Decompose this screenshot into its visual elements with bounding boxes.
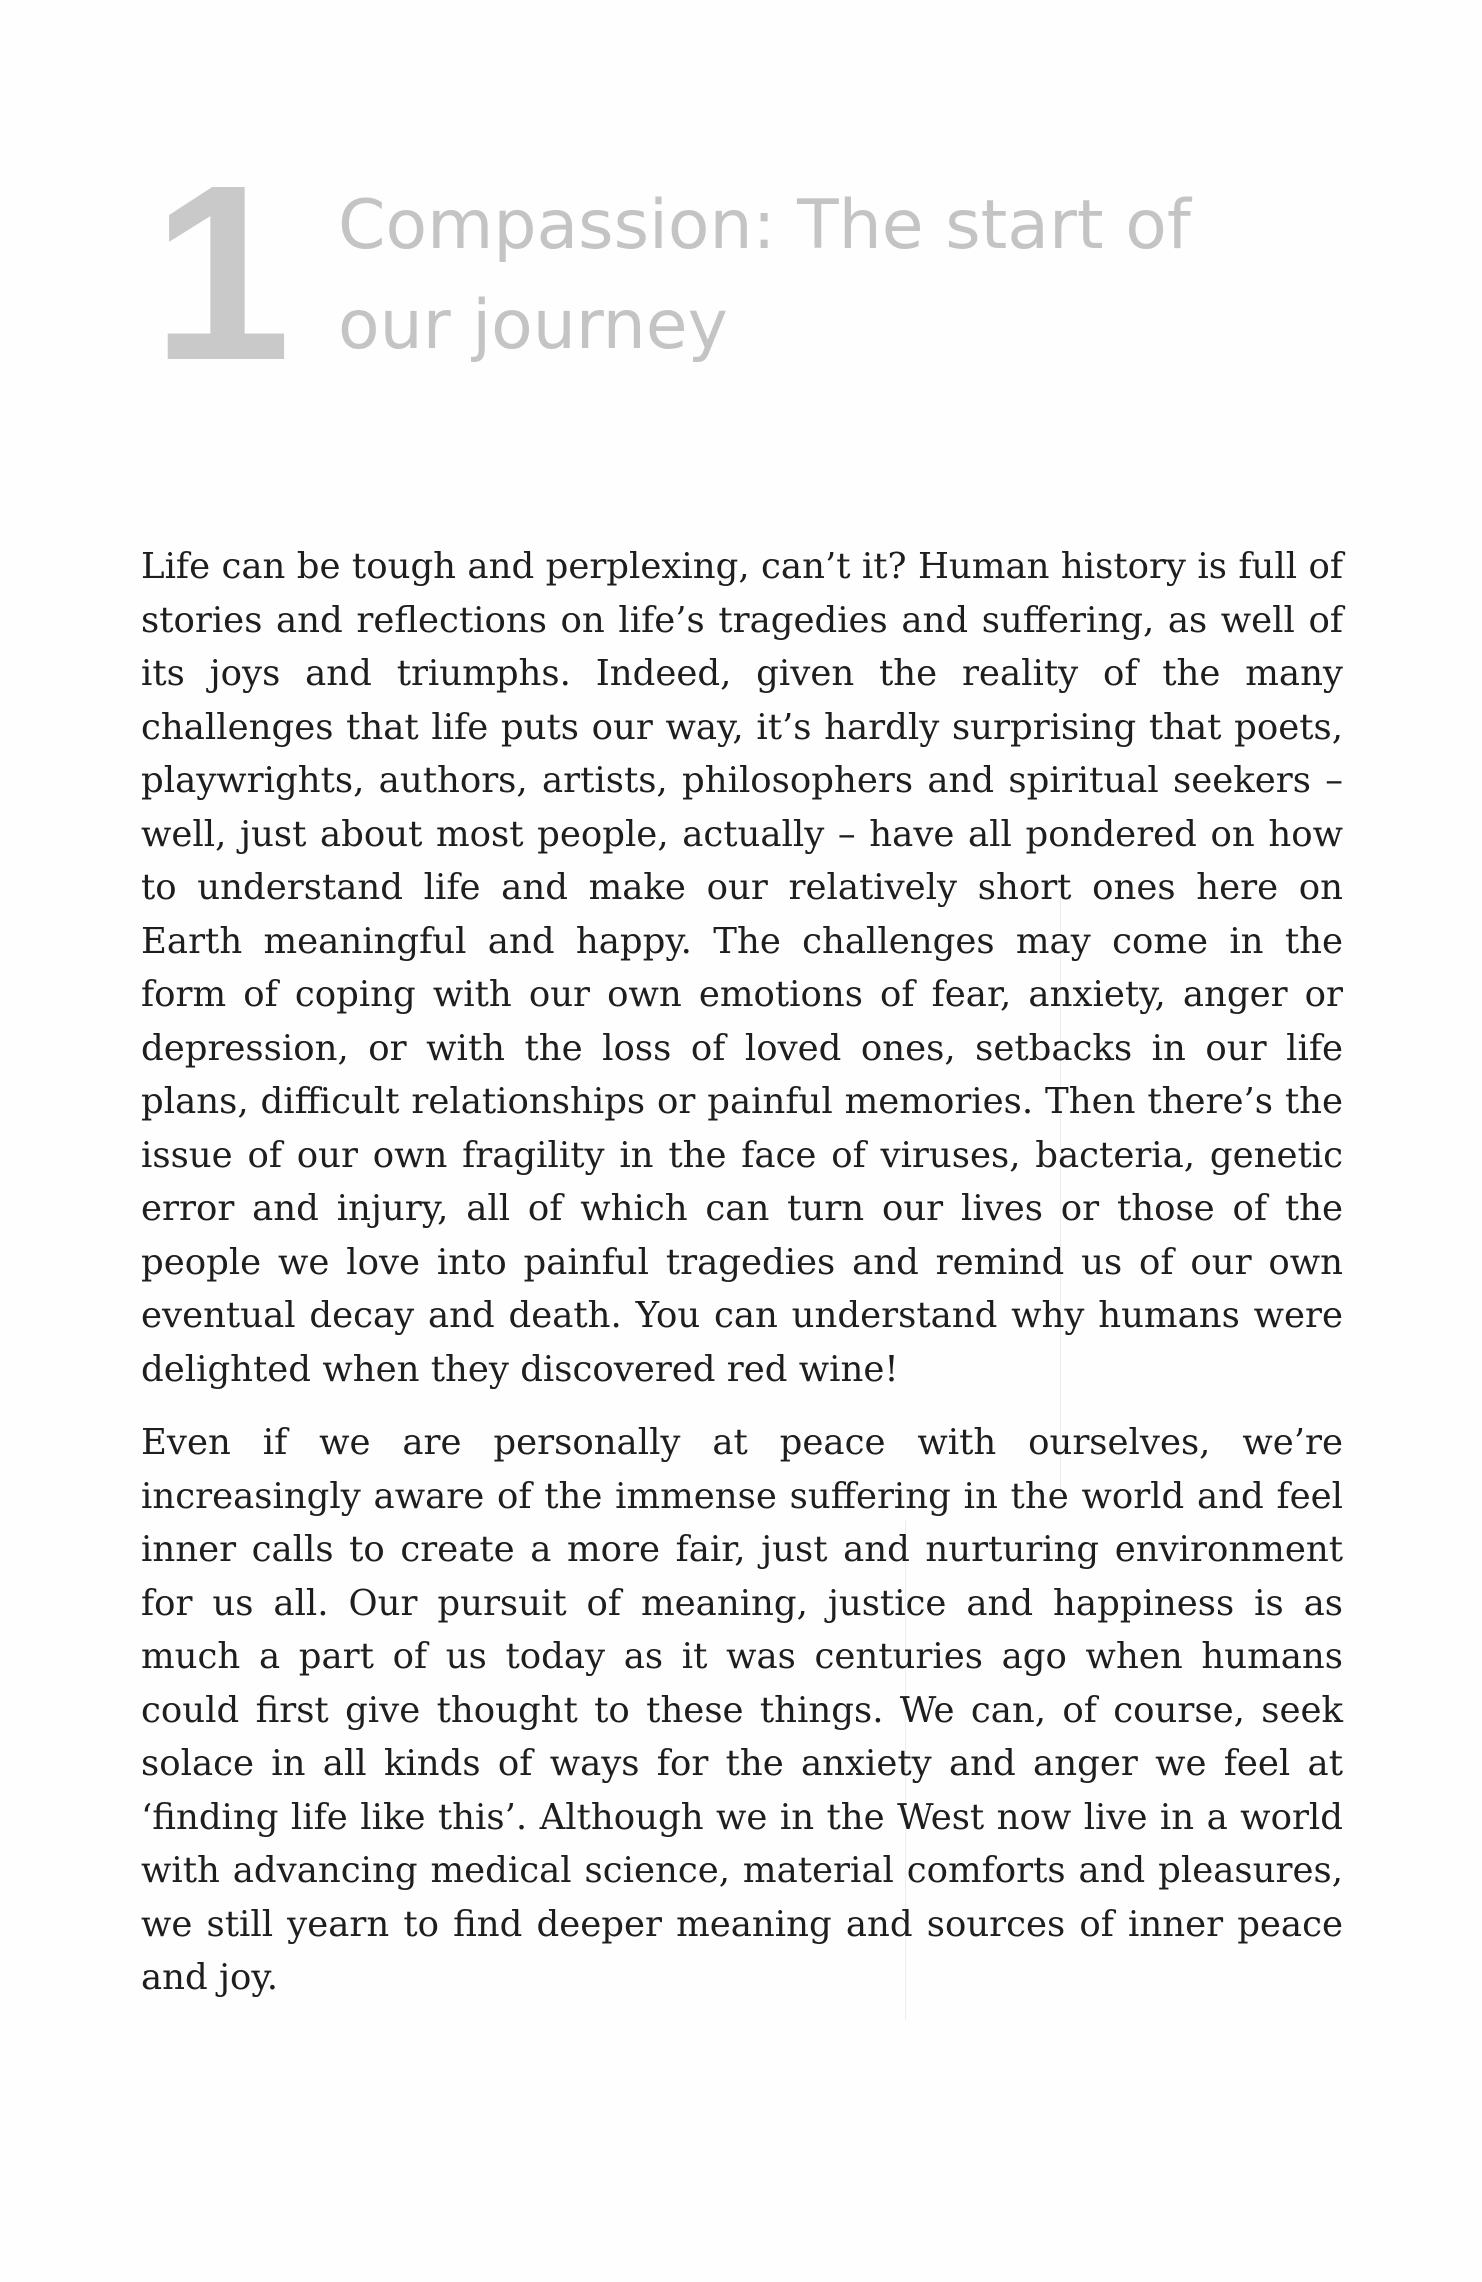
chapter-title-line-2: our journey bbox=[338, 286, 728, 365]
body-text bbox=[141, 540, 1343, 2025]
chapter-title bbox=[338, 176, 1238, 376]
paragraph-1: Life can be tough and perplexing, can’t it? Human history is full of stories and reflections on life’s tragedies and suffering, as well of its joys and triumphs. Indeed, given the reality of the many challenges that life puts our way, it’s hardly surprising that poets, playwrights, authors, artists, philosophers and spiritual seekers – well, just about most people, actually – have all pondered on how to understand life and make our relatively short ones here on Earth meaningful and happy. The challenges may come in the form of coping with our own emotions of fear, anxiety, anger or depression, or with the loss of loved ones, setbacks in our life plans, difficult relationships or painful memories. Then there’s the issue of our own fragility in the face of viruses, bacteria, genetic error and injury, all of which can turn our lives or those of the people we love into painful tragedies and remind us of our own eventual decay and death. You can understand why humans were delighted when they discovered red wine! bbox=[141, 546, 1343, 1390]
chapter-number: 1 bbox=[152, 133, 292, 412]
chapter-title-line-1: Compassion: The start of bbox=[338, 186, 1191, 265]
paragraph-2: Even if we are personally at peace with ourselves, we’re increasingly aware of the immense suffering in the world and feel inner calls to create a more fair, just and nurturing environment for us all. Our pursuit of meaning, justice and happiness is as much a part of us today as it was centuries ago when humans could first give thought to these things. We can, of course, seek solace in all kinds of ways for the anxiety and anger we feel at ‘finding life like this’. Although we in the West now live in a world with advancing medical science, material comforts and pleasures, we still yearn to find deeper meaning and sources of inner peace and joy. bbox=[141, 1422, 1343, 1998]
